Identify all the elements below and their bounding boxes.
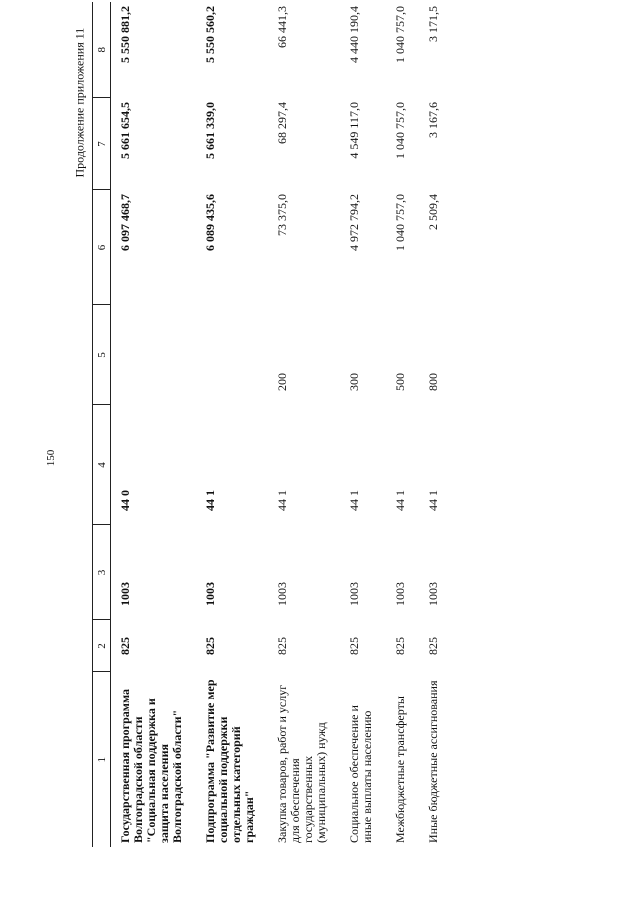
row-c3: 1003 — [393, 582, 407, 606]
row-c6: 6 097 468,7 — [118, 194, 132, 251]
row-c8: 4 440 190,4 — [347, 6, 361, 63]
header-row — [93, 2, 111, 847]
table-row — [340, 2, 386, 847]
row-c7: 5 661 654,5 — [118, 102, 132, 159]
table-row — [268, 2, 340, 847]
row-c2: 825 — [118, 637, 132, 655]
row-c7: 68 297,4 — [275, 102, 289, 144]
row-c5 — [196, 305, 268, 405]
row-c5: 500 — [393, 373, 407, 391]
row-c8: 5 550 560,2 — [203, 6, 217, 63]
col-header-6: 6 — [93, 190, 111, 305]
table-row — [196, 2, 268, 847]
row-c5 — [111, 305, 197, 405]
col-header-2: 2 — [93, 620, 111, 672]
col-header-4: 4 — [93, 405, 111, 525]
col-header-8: 8 — [93, 2, 111, 98]
page-number: 150 — [45, 449, 57, 467]
row-name: Государственная программа Волгоградской области "Социальная поддержка и защита населения Волгоградской области" — [118, 688, 184, 843]
appendix-note: Продолжение приложения 11 — [72, 27, 87, 178]
row-c6: 73 375,0 — [275, 194, 289, 236]
row-c3: 1003 — [426, 582, 440, 606]
col-header-1: 1 — [93, 672, 111, 847]
row-c5: 200 — [275, 373, 289, 391]
row-c7: 4 549 117,0 — [347, 102, 361, 159]
row-c4: 44 1 — [275, 490, 289, 511]
row-c3: 1003 — [203, 582, 217, 606]
row-c3: 1003 — [347, 582, 361, 606]
row-name: Социальное обеспечение и иные выплаты населению — [347, 705, 374, 843]
row-c5: 300 — [347, 373, 361, 391]
row-c6: 4 972 794,2 — [347, 194, 361, 251]
row-c7: 1 040 757,0 — [393, 102, 407, 159]
row-c2: 825 — [203, 637, 217, 655]
row-name: Подпрограмма "Развитие мер социальной поддержки отдельных категорий граждан" — [203, 679, 256, 843]
row-c4: 44 1 — [347, 490, 361, 511]
row-c6: 6 089 435,6 — [203, 194, 217, 251]
row-c2: 825 — [426, 637, 440, 655]
row-c7: 5 661 339,0 — [203, 102, 217, 159]
col-header-3: 3 — [93, 525, 111, 620]
table-row — [419, 2, 452, 847]
table-row — [111, 2, 197, 847]
row-c8: 5 550 881,2 — [118, 6, 132, 63]
row-c4: 44 0 — [118, 490, 132, 511]
col-header-7: 7 — [93, 98, 111, 190]
table-row — [386, 2, 419, 847]
row-c8: 1 040 757,0 — [393, 6, 407, 63]
row-c5: 800 — [426, 373, 440, 391]
row-c3: 1003 — [275, 582, 289, 606]
row-c2: 825 — [393, 637, 407, 655]
row-c6: 2 509,4 — [426, 194, 440, 230]
row-c4: 44 1 — [426, 490, 440, 511]
row-c2: 825 — [347, 637, 361, 655]
row-c6: 1 040 757,0 — [393, 194, 407, 251]
row-c8: 66 441,3 — [275, 6, 289, 48]
row-name: Межбюджетные трансферты — [393, 696, 407, 843]
row-c4: 44 1 — [393, 490, 407, 511]
row-c7: 3 167,6 — [426, 102, 440, 138]
row-c2: 825 — [275, 637, 289, 655]
budget-table — [92, 2, 452, 847]
row-c8: 3 171,5 — [426, 6, 440, 42]
row-c3: 1003 — [118, 582, 132, 606]
row-c4: 44 1 — [203, 490, 217, 511]
row-name: Иные бюджетные ассигнования — [426, 680, 440, 843]
col-header-5: 5 — [93, 305, 111, 405]
row-name: Закупка товаров, работ и услуг для обеспечения государственных (муниципальных) нужд — [275, 684, 328, 843]
